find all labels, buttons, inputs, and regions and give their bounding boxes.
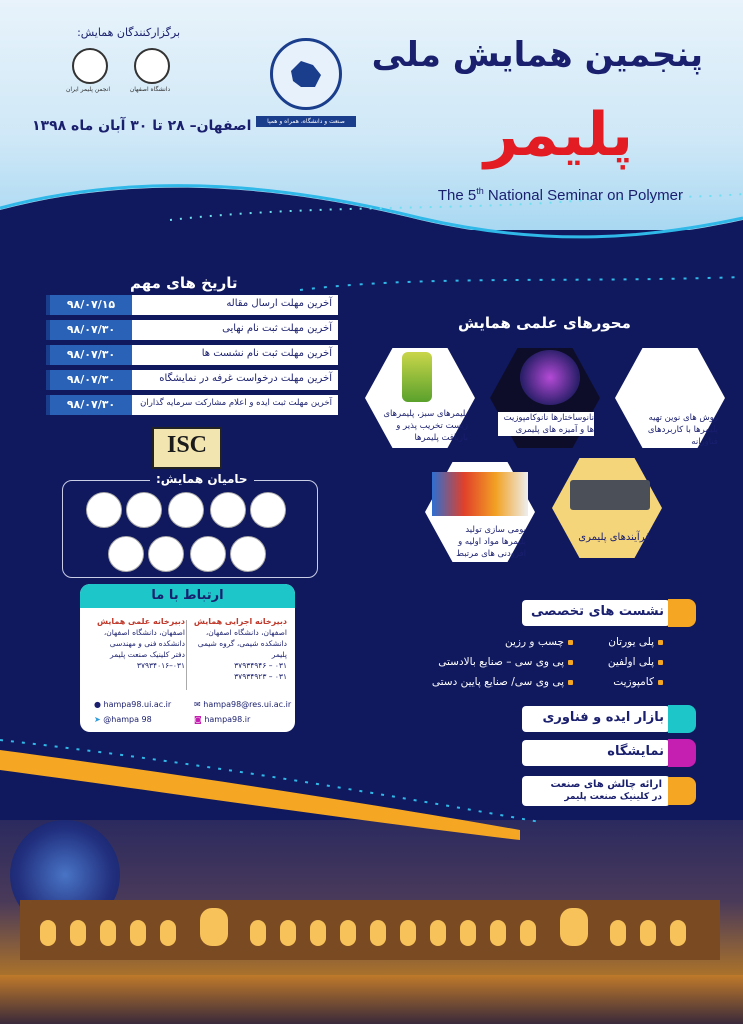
university-logo-icon — [134, 48, 170, 84]
topic-text: پلیمرهای سبز، پلیمرهای زیست تخریب پذیر و بازیافت پلیمرها — [383, 409, 468, 443]
sponsor-logo-icon — [126, 492, 162, 528]
session-item: کامپوزیت — [613, 676, 663, 688]
telegram-icon: ➤ — [94, 715, 104, 724]
scientific-secretariat: دبیرخانه علمی همایش اصفهان، دانشگاه اصفهان، دانشکده فنی و مهندسی دفتر کلینیک صنعت پلیمر ۰۳۱–۳۷۹۳۴۰۱۶ — [97, 617, 185, 670]
green-polymer-icon — [402, 352, 432, 402]
sponsor-logo-icon — [168, 492, 204, 528]
topics-title: محورهای علمی همایش — [458, 314, 631, 332]
instagram-icon: ◙ — [194, 715, 205, 724]
idea-market-header: بازار ایده و فناوری — [522, 706, 670, 732]
session-item: چسب و رزین — [505, 636, 573, 648]
polymer-society-logo-icon — [72, 48, 108, 84]
bottom-wave — [0, 730, 743, 850]
sci-website[interactable]: ● hampa98.ui.ac.ir — [94, 700, 172, 709]
exec-secretariat: دبیرخانه اجرایی همایش اصفهان، دانشگاه اصفهان، دانشکده شیمی، گروه شیمی پلیمر ۰۳۱ – ۳۷۹۳۴۹۴۶ ۰۳۱ – ۳۷۹۳۴۹۲۳ — [193, 617, 287, 681]
sponsor-logo-icon — [108, 536, 144, 572]
session-item: پی وی سی/ صنایع پایین دستی — [432, 676, 573, 688]
bridge-illustration — [0, 890, 743, 980]
isc-logo: ISC — [152, 427, 222, 469]
contact-title: ارتباط با ما — [80, 584, 295, 608]
seminar-emblem-icon — [270, 38, 342, 110]
web-icon: ● — [94, 700, 104, 709]
date-row: ۹۸/۰۷/۳۰ آخرین مهلت ثبت ایده و اعلام مشارکت سرمایه گذاران — [46, 395, 338, 415]
sponsor-logo-icon — [250, 492, 286, 528]
extruder-icon — [570, 480, 650, 510]
specialized-sessions-header: نشست های تخصصی — [522, 600, 670, 626]
topic-text: بومی سازی تولید پلیمرها مواد اولیه و افزودنی های مرتبط — [456, 525, 526, 559]
exhibition-header: نمایشگاه — [522, 740, 670, 766]
organizer-2-caption: انجمن پلیمر ایران — [65, 86, 111, 93]
email-icon: ✉ — [194, 700, 204, 709]
title-line1: پنجمین همایش ملی — [371, 35, 703, 75]
title-line2: پلیمر — [483, 100, 633, 170]
date-row: ۹۸/۰۷/۱۵ آخرین مهلت ارسال مقاله — [46, 295, 338, 315]
date-row: ۹۸/۰۷/۳۰ آخرین مهلت ثبت نام نهایی — [46, 320, 338, 340]
sponsor-logo-icon — [148, 536, 184, 572]
topic-text: نانوساختارها نانوکامپوزیت ها و آمیزه های پلیمری — [498, 412, 594, 436]
sponsor-logo-icon — [86, 492, 122, 528]
topic-text: روش های نوین تهیه پلیمرها با کاربردهای فناورانه — [647, 413, 718, 447]
orange-tab-icon — [668, 599, 696, 627]
organizer-1-caption: دانشگاه اصفهان — [129, 86, 171, 93]
contact-card — [80, 584, 295, 732]
date-location: اصفهان– ۲۸ تا ۳۰ آبان ماه ۱۳۹۸ — [32, 118, 252, 134]
exec-email[interactable]: ✉ hampa98@res.ui.ac.ir — [194, 700, 292, 709]
session-item: پی وی سی – صنایع بالادستی — [438, 656, 573, 668]
english-subtitle: The 5th National Seminar on Polymer — [437, 186, 683, 204]
river-reflection — [0, 975, 743, 1024]
topic-text: فرآیندهای پلیمری — [578, 532, 650, 543]
sponsors-title: حامیان همایش: — [150, 472, 254, 486]
nanostructure-icon — [520, 350, 580, 405]
divider — [186, 620, 187, 690]
important-dates-title: تاریخ های مهم — [130, 274, 238, 292]
telegram-link[interactable]: ➤ @hampa 98 — [94, 715, 152, 724]
date-row: ۹۸/۰۷/۳۰ آخرین مهلت درخواست غرفه در نمایشگاه — [46, 370, 338, 390]
session-item: پلی یورتان — [608, 636, 663, 648]
emblem-caption: صنعت و دانشگاه، همراه و همپا — [256, 116, 356, 127]
sponsor-logo-icon — [210, 492, 246, 528]
teal-tab-icon — [668, 705, 696, 733]
sponsor-logo-icon — [230, 536, 266, 572]
granules-icon — [432, 472, 528, 516]
organizers-label: برگزارکنندگان همایش: — [77, 26, 180, 39]
instagram-link[interactable]: ◙ hampa98.ir — [194, 715, 251, 724]
sponsor-logo-icon — [190, 536, 226, 572]
session-item: پلی اولفین — [608, 656, 663, 668]
date-row: ۹۸/۰۷/۳۰ آخرین مهلت ثبت نام نشست ها — [46, 345, 338, 365]
industry-challenges-header: ارائه چالش های صنعت در کلینیک صنعت پلیمر — [522, 776, 670, 806]
